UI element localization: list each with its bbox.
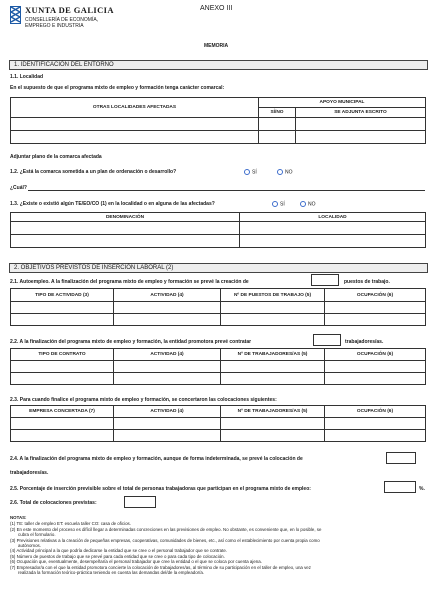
col-escrito: SE ADJUNTA ESCRITO xyxy=(296,108,426,118)
radio-icon xyxy=(272,201,278,207)
radio-icon xyxy=(300,201,306,207)
autoempleo-table xyxy=(10,288,426,326)
notes-title: NOTAS: xyxy=(10,515,27,520)
col-denominacion: DENOMINACIÓN xyxy=(11,213,240,222)
col-ocupacion: OCUPACIÓN (6) xyxy=(325,349,426,361)
note-1: (1) TE: taller de empleo ET: escuela taller CO: casa de oficios. xyxy=(10,521,131,527)
table-row xyxy=(11,361,426,373)
note-2: (2) En este momento del proceso es difícil llegar a determinadas concreciones en las previsiones de empleo. No obstante, es conveniente que, en lo posible, se xyxy=(10,526,322,532)
table-row xyxy=(11,222,426,235)
note-7-cont: realizada la formación teórico-práctica teniendo en cuenta las demandas del/de la empleador/a. xyxy=(18,570,204,576)
section-1-header: 1. IDENTIFICACIÓN DEL ENTORNO xyxy=(9,60,428,70)
question-2-1-suffix: puestos de trabajo. xyxy=(344,279,390,285)
note-6: (6) Ocupación que, eventualmente, desempeñaría el personal trabajador que cree la entidad o el que se coloca por cuenta ajena. xyxy=(10,559,262,565)
section-2-header: 2. OBJETIVOS PREVISTOS DE INSERCIÓN LABORAL (2) xyxy=(9,263,428,273)
logo-text: XUNTA DE GALICIA xyxy=(25,5,114,15)
col-trabajadores: Nº DE TRABAJADORES/AS (5) xyxy=(221,349,325,361)
note-3: (3) Previsiones relativas a la creación de pequeñas empresas, cooperativas, comunidades de bienes, etc., así como el establecimiento por cuenta propia como xyxy=(10,537,320,543)
cual-field[interactable] xyxy=(28,190,425,191)
autoempleo-puestos-input[interactable] xyxy=(311,274,339,286)
table-row xyxy=(11,314,426,326)
col-ocupacion: OCUPACIÓN (6) xyxy=(325,289,426,302)
sub-1-1: 1.1. Localidad xyxy=(10,74,44,80)
question-2-2-suffix: trabajadores/as. xyxy=(345,339,384,345)
question-2-4-suffix: trabajadores/as. xyxy=(10,470,49,476)
contratar-input[interactable] xyxy=(313,334,341,346)
entidades-table xyxy=(10,212,426,248)
department-line-2: EMPREGO E INDUSTRIA xyxy=(25,23,84,29)
question-2-6: 2.6. Total de colocaciones previstas: xyxy=(10,500,97,506)
table-row xyxy=(11,430,426,442)
radio-si-1-3[interactable]: SÍ xyxy=(272,201,285,207)
percent-sign: %. xyxy=(419,486,425,492)
radio-no-1-2[interactable]: NO xyxy=(277,169,293,175)
question-2-2: 2.2. A la finalización del programa mixto de empleo y formación, la entidad promotora prevé contratar xyxy=(10,339,252,345)
table-row xyxy=(11,373,426,385)
porcentaje-input[interactable] xyxy=(384,481,416,493)
question-2-1: 2.1. Autoempleo. A la finalización del programa mixto de empleo y formación se prevé la creación de xyxy=(10,279,249,285)
table-row xyxy=(11,302,426,314)
cual-label: ¿Cuál? xyxy=(10,185,27,191)
radio-no-1-3[interactable]: NO xyxy=(300,201,316,207)
table-row xyxy=(11,131,426,144)
col-empresa: EMPRESA CONCERTADA (7) xyxy=(11,406,114,418)
col-localidad: LOCALIDAD xyxy=(240,213,426,222)
question-2-3: 2.3. Para cuando finalice el programa mixto de empleo y formación, se concertaron las colocaciones siguientes: xyxy=(10,397,277,403)
radio-si-1-2[interactable]: SÍ xyxy=(244,169,257,175)
localidades-table xyxy=(10,97,426,144)
note-5: (5) Número de puestos de trabajo que se prevé para cada entidad que se cree o para cada tipo de colocación. xyxy=(10,553,225,559)
table-row xyxy=(11,118,426,131)
col-ocupacion: OCUPACIÓN (6) xyxy=(325,406,426,418)
col-tipo-actividad: TIPO DE ACTIVIDAD (3) xyxy=(11,289,114,302)
col-puestos: Nº DE PUESTOS DE TRABAJO (5) xyxy=(221,289,325,302)
annex-label: ANEXO III xyxy=(200,5,233,12)
total-colocaciones-input[interactable] xyxy=(124,496,156,508)
notes xyxy=(10,515,428,575)
xunta-logo xyxy=(10,6,21,24)
indeterminada-input[interactable] xyxy=(386,452,416,464)
question-1-2: 1.2. ¿Está la comarca sometida a un plan de ordenación o desarrollo? xyxy=(10,169,177,175)
col-actividad: ACTIVIDAD (4) xyxy=(114,289,221,302)
question-2-4: 2.4. A la finalización del programa mixto de empleo y formación, aunque de forma indeterminada, se prevé la colocación de xyxy=(10,456,303,462)
radio-icon xyxy=(277,169,283,175)
colocaciones-table xyxy=(10,405,426,442)
adjuntar-plano: Adjuntar plano de la comarca afectada xyxy=(10,154,102,160)
note-2-cont: cubra el formulario. xyxy=(18,532,56,538)
doc-title: MEMORIA xyxy=(204,43,229,49)
department-line-1: CONSELLERÍA DE ECONOMÍA, xyxy=(25,17,99,23)
contratos-table xyxy=(10,348,426,385)
col-localidades: OTRAS LOCALIDADES AFECTADAS xyxy=(11,98,259,118)
col-sino: SÍ/NO xyxy=(259,108,296,118)
question-1-3: 1.3. ¿Existe o existió algún TE/EO/CO (1) en la localidad o en alguna de las afectadas? xyxy=(10,201,215,207)
col-apoyo: APOYO MUNICIPAL xyxy=(259,98,426,108)
section-1-intro: En el supuesto de que el programa mixto de empleo y formación tenga carácter comarcal: xyxy=(10,85,225,91)
radio-icon xyxy=(244,169,250,175)
note-4: (4) Actividad principal a la que podría dedicarse la entidad que se cree o el personal trabajador que se contrate. xyxy=(10,548,227,554)
xunta-shield-icon xyxy=(10,6,21,24)
col-actividad: ACTIVIDAD (4) xyxy=(114,406,221,418)
col-tipo-contrato: TIPO DE CONTRATO xyxy=(11,349,114,361)
note-3-cont: autónomos. xyxy=(18,543,41,549)
col-trabajadores: Nº DE TRABAJADORES/AS (5) xyxy=(221,406,325,418)
note-7: (7) Empresador/a con el que la entidad promotora concierte la colocación de trabajadores/as, al término de su participación en el taller de empleo, una vez xyxy=(10,564,311,570)
col-actividad: ACTIVIDAD (4) xyxy=(114,349,221,361)
table-row xyxy=(11,418,426,430)
table-row xyxy=(11,235,426,248)
question-2-5: 2.5. Porcentaje de inserción previsible sobre el total de personas trabajadoras que participan en el programa mixto de empleo: xyxy=(10,486,311,492)
